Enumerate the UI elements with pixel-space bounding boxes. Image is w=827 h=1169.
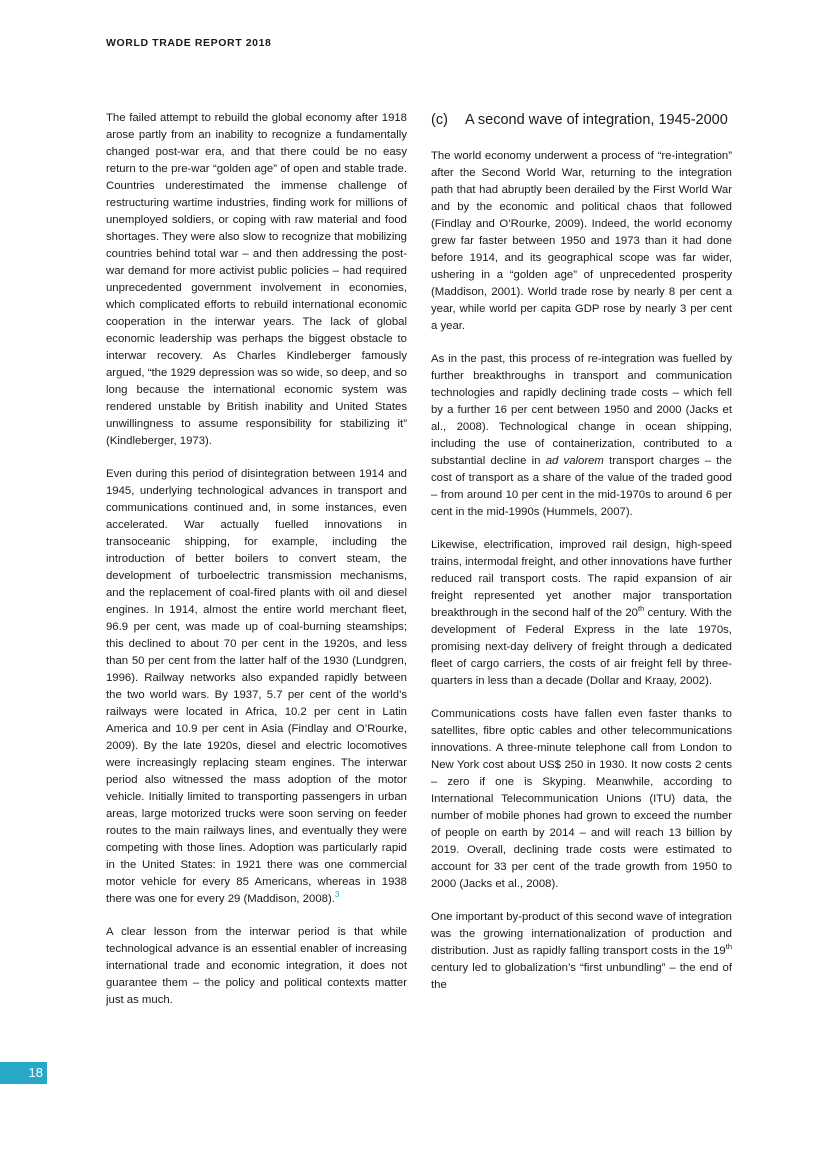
paragraph bbox=[431, 537, 732, 690]
paragraph-text: Likewise, electrification, improved rail design, high-speed trains, intermodal freight, and other innovations have further reduced rail transport costs. The rapid expansion of air freight represented yet another major transportation breakthrough in the second half of the 20 bbox=[431, 539, 732, 619]
section-number: (c) bbox=[431, 112, 448, 128]
paragraph bbox=[431, 351, 732, 521]
ordinal-suffix: th bbox=[725, 942, 732, 952]
footnote-marker[interactable]: 3 bbox=[334, 890, 340, 900]
page-number: 18 bbox=[28, 1065, 43, 1080]
paragraph: The world economy underwent a process of “re-integration” after the Second World War, returning to the integration path that had abruptly been derailed by the First World War and by the economic and political chaos that followed (Findlay and O’Rourke, 2009). Indeed, the world economy grew far faster between 1950 and 1973 than it had done before 1914, and its geographical scope was far wider, ushering in a “golden age” of unprecedented prosperity (Maddison, 2001). World trade rose by nearly 8 per cent a year, while world per capita GDP rose by nearly 3 per cent a year. bbox=[431, 150, 732, 332]
running-header: WORLD TRADE REPORT 2018 bbox=[106, 37, 272, 49]
paragraph-text: As in the past, this process of re-integration was fuelled by further breakthroughs in transport and communication technologies and rapidly declining trade costs – which fell by a further 16 per cent between 1950 and 2000 (Jacks et al., 2008). Technological change in ocean shipping, including the use of containerization, contributed to a substantial decline in bbox=[431, 353, 732, 467]
paragraph: The failed attempt to rebuild the global economy after 1918 arose partly from an inability to recognize a fundamentally changed post-war era, and that there could be no easy return to the pre-war “golden age” of open and stable trade. Countries underestimated the immense challenge of restructuring wartime industries, finding work for millions of unemployed soldiers, or coping with raw material and food shortages. They were also slow to recognize that mobilizing countries behind total war – and then addressing the post-war demand for more activist public policies – had required unprecedented government involvement in economies, which complicated efforts to rebuild international economic cooperation in the interwar years. The lack of global economic leadership was perhaps the biggest obstacle to interwar recovery. As Charles Kindleberger famously argued, “the 1929 depression was so wide, so deep, and so long because the international economic system was rendered unstable by British inability and United States unwillingness to assume responsibility for stabilizing it” (Kindleberger, 1973). bbox=[106, 112, 407, 447]
left-column bbox=[106, 110, 407, 1025]
paragraph: Communications costs have fallen even faster thanks to satellites, fibre optic cables and other telecommunications innovations. A three-minute telephone call from London to New York cost about US$ 250 in 1930. It now costs 2 cents – zero if one is Skyping. Meanwhile, according to International Telecommunication Unions (ITU) data, the number of mobile phones had grown to exceed the number of people on earth by 2014 – and will reach 13 billion by 2019. Overall, declining trade costs were estimated to account for 33 per cent of the trade growth from 1950 to 2000 (Jacks et al., 2008). bbox=[431, 708, 732, 890]
page-number-tab bbox=[0, 1062, 47, 1084]
section-title: A second wave of integration, 1945-2000 bbox=[465, 112, 728, 128]
section-heading bbox=[431, 110, 732, 130]
right-column bbox=[431, 110, 732, 1010]
paragraph-text: Even during this period of disintegration between 1914 and 1945, underlying technological advances in transport and communications continued and, in some instances, even accelerated. War actually fuelled innovations in transoceanic shipping, for example, including the introduction of better boilers to convert steam, the development of turboelectric transmission mechanisms, and the replacement of coal-fired plants with oil and diesel engines. In 1914, almost the entire world merchant fleet, 96.9 per cent, was made up of coal-burning steamships; this declined to about 70 per cent in the 1920s, and less than 50 per cent from the latter half of the 1930 (Lundgren, 1996). Railway networks also expanded rapidly between the two world wars. By 1937, 5.7 per cent of the world’s railways were located in Africa, 10.2 per cent in Latin America and 10.9 per cent in Asia (Findlay and O’Rourke, 2009). By the late 1920s, diesel and electric locomotives were increasingly replacing steam engines. The interwar period also witnessed the mass adoption of the motor vehicle. Initially limited to transporting passengers in urban areas, large motorized trucks were soon serving on feeder routes to the main railways lines, and eventually they were competing with those lines. Adoption was particularly rapid in the United States: in 1921 there was one commercial motor vehicle for every 85 Americans, whereas in 1938 there was one for every 29 (Maddison, 2008). bbox=[106, 468, 407, 905]
ordinal-suffix: th bbox=[637, 604, 645, 614]
paragraph: A clear lesson from the interwar period is that while technological advance is an essential enabler of increasing international trade and economic integration, it does not guarantee them – the policy and political contexts matter just as much. bbox=[106, 926, 407, 1006]
paragraph-text: One important by-product of this second wave of integration was the growing internationalization of production and distribution. Just as rapidly falling transport costs in the 19 bbox=[431, 911, 732, 957]
paragraph-text: transport charges – the cost of transport as a share of the value of the traded good – from around 10 per cent in the mid-1970s to around 6 per cent in the mid-1990s (Hummels, 2007). bbox=[431, 455, 732, 518]
paragraph-text: century led to globalization’s “first unbundling” – the end of the bbox=[431, 962, 732, 991]
paragraph-text: century. With the development of Federal Express in the late 1970s, promising next-day delivery of freight through a dedicated fleet of cargo carriers, the costs of air freight fell by three-quarters in less than a decade (Dollar and Kraay, 2002). bbox=[431, 607, 732, 687]
paragraph bbox=[106, 466, 407, 908]
paragraph bbox=[431, 909, 732, 994]
italic-term: ad valorem bbox=[545, 455, 604, 467]
